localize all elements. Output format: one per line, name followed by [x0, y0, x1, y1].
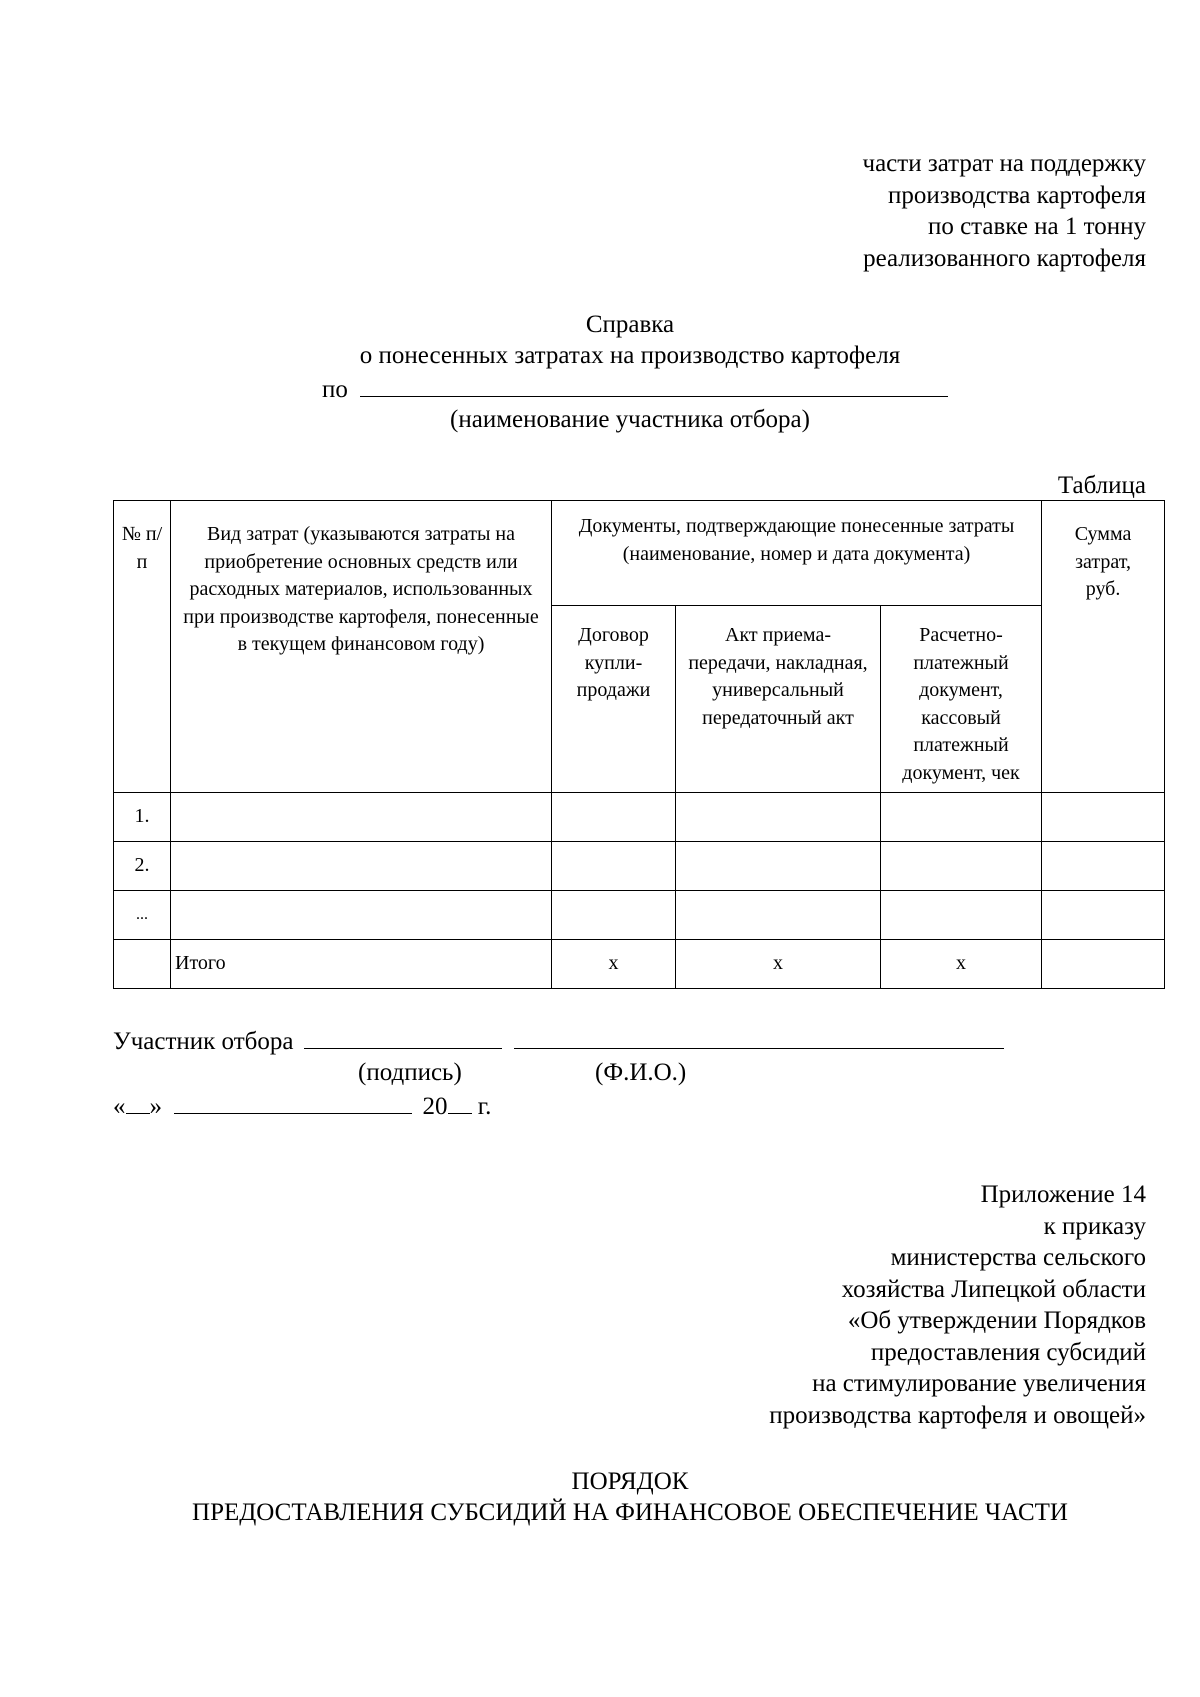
row-act-cell[interactable]: [676, 793, 881, 842]
day-blank[interactable]: [126, 1091, 150, 1114]
date-open-quote: «: [113, 1093, 126, 1120]
appendix-line: министерства сельского: [890, 1244, 1146, 1271]
row-num: 2.: [114, 842, 171, 891]
row-payment-cell[interactable]: [881, 842, 1042, 891]
header-continuation: [546, 148, 1146, 274]
header-line: части затрат на поддержку: [862, 150, 1146, 177]
header-num: № п/п: [114, 501, 171, 793]
row-contract-cell: x: [552, 940, 676, 989]
date-line: [113, 1091, 491, 1121]
row-sum-cell[interactable]: [1042, 891, 1165, 940]
order-subtitle: ПРЕДОСТАВЛЕНИЯ СУБСИДИЙ НА ФИНАНСОВОЕ ОБЕСПЕЧЕНИЕ ЧАСТИ: [192, 1499, 1068, 1526]
date-close-quote: »: [149, 1093, 162, 1120]
appendix-line: хозяйства Липецкой области: [841, 1275, 1146, 1303]
signature-blank[interactable]: [304, 1026, 502, 1049]
header-doc-act: Акт приема-передачи, накладная, универсальный передаточный акт: [676, 606, 881, 793]
row-num: [114, 940, 171, 989]
appendix-line: «Об утверждении Порядков: [847, 1307, 1146, 1334]
header-doc-contract: Договор купли-продажи: [552, 606, 676, 793]
row-act-cell[interactable]: [676, 842, 881, 891]
name-caption: (Ф.И.О.): [595, 1059, 687, 1086]
header-cost-type: Вид затрат (указываются затраты на приобретение основных средств или расходных материалов, использованных при производстве картофеля, понесенные в текущем финансовом году): [171, 501, 552, 793]
appendix-line: производства картофеля и овощей»: [769, 1401, 1146, 1429]
certificate-by-line: [322, 374, 948, 404]
row-act-cell: x: [676, 940, 881, 989]
appendix-line: на стимулирование увеличения: [812, 1370, 1146, 1397]
row-contract-cell[interactable]: [552, 842, 676, 891]
signature-caption: (подпись): [358, 1059, 462, 1086]
table-total-row: [114, 940, 1165, 989]
row-payment-cell[interactable]: [881, 793, 1042, 842]
row-name-cell[interactable]: [171, 891, 552, 940]
row-sum-cell[interactable]: [1042, 842, 1165, 891]
row-num: 1.: [114, 793, 171, 842]
header-sum: Сумма затрат, руб.: [1042, 501, 1165, 793]
header-line: реализованного картофеля: [863, 244, 1146, 272]
order-title: ПОРЯДОК: [571, 1468, 689, 1495]
year-suffix: г.: [477, 1093, 492, 1120]
table-row: [114, 891, 1165, 940]
header-line: производства картофеля: [887, 181, 1146, 209]
row-contract-cell[interactable]: [552, 793, 676, 842]
appendix-line: предоставления субсидий: [870, 1338, 1146, 1366]
participant-caption: (наименование участника отбора): [450, 406, 810, 433]
row-payment-cell: x: [881, 940, 1042, 989]
row-name-cell[interactable]: [171, 842, 552, 891]
table-row: [114, 842, 1165, 891]
costs-table: [113, 500, 1165, 989]
header-documents: Документы, подтверждающие понесенные затраты (наименование, номер и дата документа): [552, 501, 1042, 606]
row-contract-cell[interactable]: [552, 891, 676, 940]
month-blank[interactable]: [174, 1091, 412, 1114]
row-name-cell[interactable]: [171, 793, 552, 842]
year-blank[interactable]: [448, 1091, 472, 1114]
row-sum-cell[interactable]: [1042, 940, 1165, 989]
by-prefix: по: [322, 376, 348, 403]
certificate-subtitle: о понесенных затратах на производство картофеля: [359, 342, 901, 369]
participant-name-blank[interactable]: [360, 374, 948, 397]
appendix-line: к приказу: [1043, 1212, 1146, 1240]
header-doc-payment: Расчетно-платежный документ, кассовый платежный документ, чек: [881, 606, 1042, 793]
row-total-label: Итого: [171, 940, 552, 989]
appendix-line: Приложение 14: [980, 1181, 1146, 1208]
table-label: Таблица: [1057, 472, 1146, 499]
row-num: ...: [114, 891, 171, 940]
row-act-cell[interactable]: [676, 891, 881, 940]
participant-signature-line: [113, 1026, 1004, 1056]
full-name-blank[interactable]: [514, 1026, 1004, 1049]
year-prefix: 20: [422, 1093, 448, 1120]
participant-label: Участник отбора: [113, 1028, 294, 1055]
row-sum-cell[interactable]: [1042, 793, 1165, 842]
appendix-header: [546, 1179, 1146, 1431]
header-line: по ставке на 1 тонну: [927, 213, 1146, 240]
row-payment-cell[interactable]: [881, 891, 1042, 940]
table-row: [114, 793, 1165, 842]
certificate-title: Справка: [585, 311, 675, 338]
